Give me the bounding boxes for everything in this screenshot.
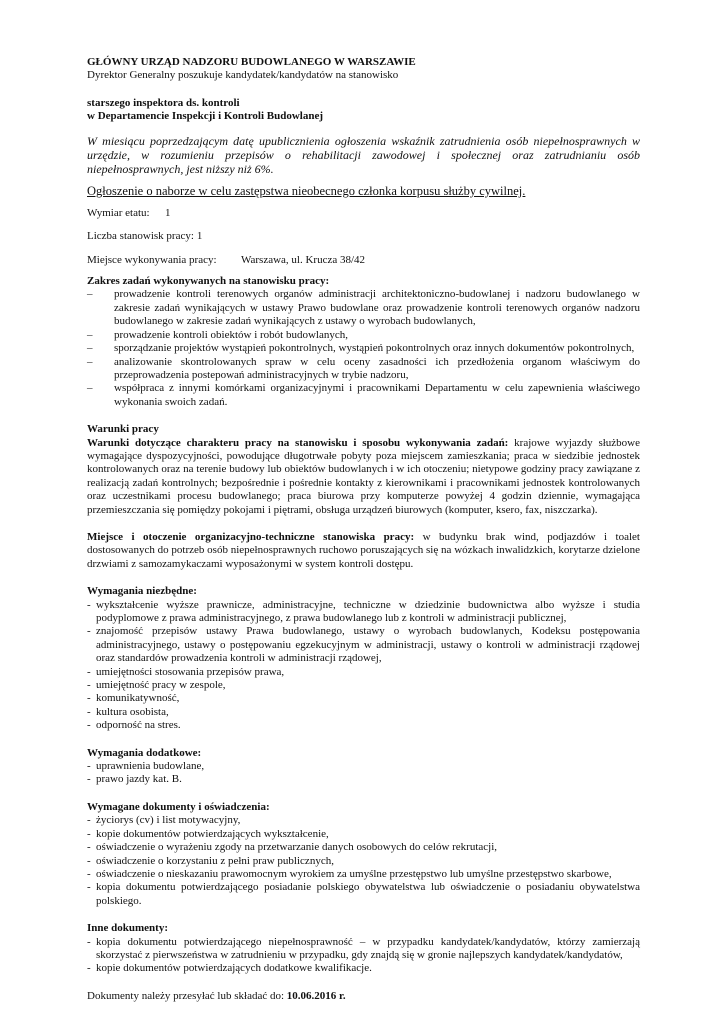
- disability-note: W miesiącu poprzedzającym datę upublicznienia ogłoszenia wskaźnik zatrudnienia osób niepełnosprawnych w urzędzie, w rozumieniu przepisów o rehabilitacji zawodowej i społecznej oraz zatrudnianiu osób niepełnosprawnych, jest niższy niż 6%.: [87, 133, 640, 177]
- list-item: - życiorys (cv) i list motywacyjny,: [87, 814, 241, 827]
- count-row: [87, 230, 640, 243]
- list-item: - umiejętność pracy w zespole,: [87, 679, 226, 692]
- list-item: - odporność na stres.: [87, 719, 181, 732]
- conditions-paragraph: [87, 437, 640, 517]
- conditions-text: krajowe wyjazdy służbowe wymagające dyspozycyjności, powodujące długotrwałe pobyty poza miejscem zamieszkania; praca w siedzibie jednostek kontrolowanych oraz na terenie budowy lub obiektów budowlanych i w ich otoczeniu; nietypowe godziny pracy zawiązane z realizacją zadań kontrolnych; bezpośrednie i pośrednie kontakty z kierownikami i pracownikami jednostek kontrolowanych oraz uczestnikami procesu budowlanego; praca biurowa przy komputerze powyżej 4 godzin dziennie, wymagająca przemieszczania się pomiędzy pokojami i piętrami, obsługa urządzeń biurowych (komputer, ksero, fax, niszczarka).: [87, 436, 640, 516]
- list-item: - kopie dokumentów potwierdzających wykształcenie,: [87, 827, 329, 840]
- environment-paragraph: [87, 531, 640, 571]
- environment-text: w budynku brak wind, podjazdów i toalet dostosowanych do potrzeb osób niepełnosprawnych ruchowo poruszających się na wózkach inwalidzkich, korytarze dzielone drzwiami z samozamykaczami wyposażonymi w system kontroli dostępu.: [87, 530, 640, 570]
- list-item: - kopia dokumentu potwierdzającego niepełnosprawność – w przypadku kandydatek/kandydatów, którzy zamierzają skorzystać z pierwszeństwa w zatrudnieniu w przypadku, gdy znajdą się w gronie najlepszych kandydatek/kandydatów,: [87, 935, 640, 961]
- list-item: - kopia dokumentu potwierdzającego posiadanie polskiego obywatelstwa lub oświadczenie o posiadaniu obywatelstwa polskiego.: [87, 881, 640, 907]
- list-item: - znajomość przepisów ustawy Prawa budowlanego, ustawy o wyrobach budowlanych, Kodeksu postępowania administracyjnego, ustawy o postępowaniu egzekucyjnym w administracji, ustawy o kontroli w administracji rządowej oraz standardów prowadzenia kontroli w administracji rządowej,: [87, 625, 640, 665]
- location-value: Warszawa, ul. Krucza 38/42: [241, 253, 366, 266]
- document-page: [87, 56, 640, 1003]
- list-item: - kultura osobista,: [87, 705, 169, 718]
- list-item: – sporządzanie projektów wystąpień pokontrolnych, wystąpień pokontrolnych oraz innych dokumentów pokontrolnych,: [87, 342, 635, 355]
- list-item: - oświadczenie o korzystaniu z pełni praw publicznych,: [87, 854, 334, 867]
- documents-list: [87, 814, 640, 908]
- deadline-line: [87, 990, 640, 1003]
- list-item: - wykształcenie wyższe prawnicze, administracyjne, techniczne w dziedzinie budownictwa albo wyższe i studia podyplomowe z prawa administracyjnego, z prawa budowlanego lub z kontroli w administracji publicznej,: [87, 598, 640, 624]
- etat-row: [87, 207, 640, 220]
- deadline-date: 10.06.2016 r.: [286, 989, 346, 1002]
- deadline-label: Dokumenty należy przesyłać lub składać do:: [87, 989, 287, 1002]
- other-docs-list: [87, 936, 640, 976]
- list-item: - oświadczenie o wyrażeniu zgody na przetwarzanie danych osobowych do celów rekrutacji,: [87, 841, 498, 854]
- required-list: [87, 599, 640, 733]
- tasks-heading: Zakres zadań wykonywanych na stanowisku pracy:: [87, 275, 330, 288]
- list-item: - prawo jazdy kat. B.: [87, 773, 182, 786]
- required-heading: Wymagania niezbędne:: [87, 585, 197, 598]
- additional-list: [87, 760, 640, 787]
- list-item: - komunikatywność,: [87, 692, 180, 705]
- documents-heading: Wymagane dokumenty i oświadczenia:: [87, 800, 270, 813]
- list-item: - kopie dokumentów potwierdzających dodatkowe kwalifikacje.: [87, 962, 372, 975]
- conditions-heading: Warunki pracy: [87, 423, 159, 436]
- intro-line: Dyrektor Generalny poszukuje kandydatek/kandydatów na stanowisko: [87, 69, 399, 82]
- etat-value: 1: [165, 206, 171, 219]
- position-title: starszego inspektora ds. kontroli: [87, 96, 240, 109]
- count-label: Liczba stanowisk pracy:: [87, 230, 194, 243]
- position-department: w Departamencie Inspekcji i Kontroli Budowlanej: [87, 110, 323, 123]
- count-value: 1: [196, 230, 203, 243]
- list-item: - umiejętności stosowania przepisów prawa,: [87, 665, 285, 678]
- conditions-lead: Warunki dotyczące charakteru pracy na stanowisku i sposobu wykonywania zadań:: [87, 436, 509, 449]
- announcement: Ogłoszenie o naborze w celu zastępstwa nieobecnego członka korpusu służby cywilnej.: [87, 183, 526, 198]
- list-item: – analizowanie skontrolowanych spraw w celu oceny zasadności ich przedłożenia organom właściwym do przeprowadzenia postepowań administracyjnych w trybie nadzoru,: [87, 355, 640, 381]
- location-row: [87, 254, 640, 267]
- list-item: – prowadzenie kontroli obiektów i robót budowlanych,: [87, 328, 349, 341]
- list-item: – prowadzenie kontroli terenowych organów administracji architektoniczno-budowlanej i nadzoru budowlanego w zakresie zadań wynikających w ustawy Prawo budowlane oraz prowadzenie kontroli terenowych organów nadzoru budowlanego w zakresie zadań wynikających z ustawy o wyrobach budowlanych,: [87, 288, 640, 328]
- additional-heading: Wymagania dodatkowe:: [87, 746, 202, 759]
- list-item: - oświadczenie o nieskazaniu prawomocnym wyrokiem za umyślne przestępstwo lub umyślne przestępstwo skarbowe,: [87, 867, 612, 880]
- environment-lead: Miejsce i otoczenie organizacyjno-techniczne stanowiska pracy:: [87, 530, 415, 543]
- office-name: GŁÓWNY URZĄD NADZORU BUDOWLANEGO W WARSZAWIE: [87, 56, 416, 68]
- location-label: Miejsce wykonywania pracy:: [87, 253, 217, 266]
- etat-label: Wymiar etatu:: [87, 206, 150, 219]
- list-item: - uprawnienia budowlane,: [87, 760, 205, 773]
- tasks-list: [87, 288, 640, 409]
- list-item: – współpraca z innymi komórkami organizacyjnymi i pracownikami Departamentu w celu zapewnienia właściwego wykonania swoich zadań.: [87, 382, 640, 408]
- other-docs-heading: Inne dokumenty:: [87, 922, 168, 935]
